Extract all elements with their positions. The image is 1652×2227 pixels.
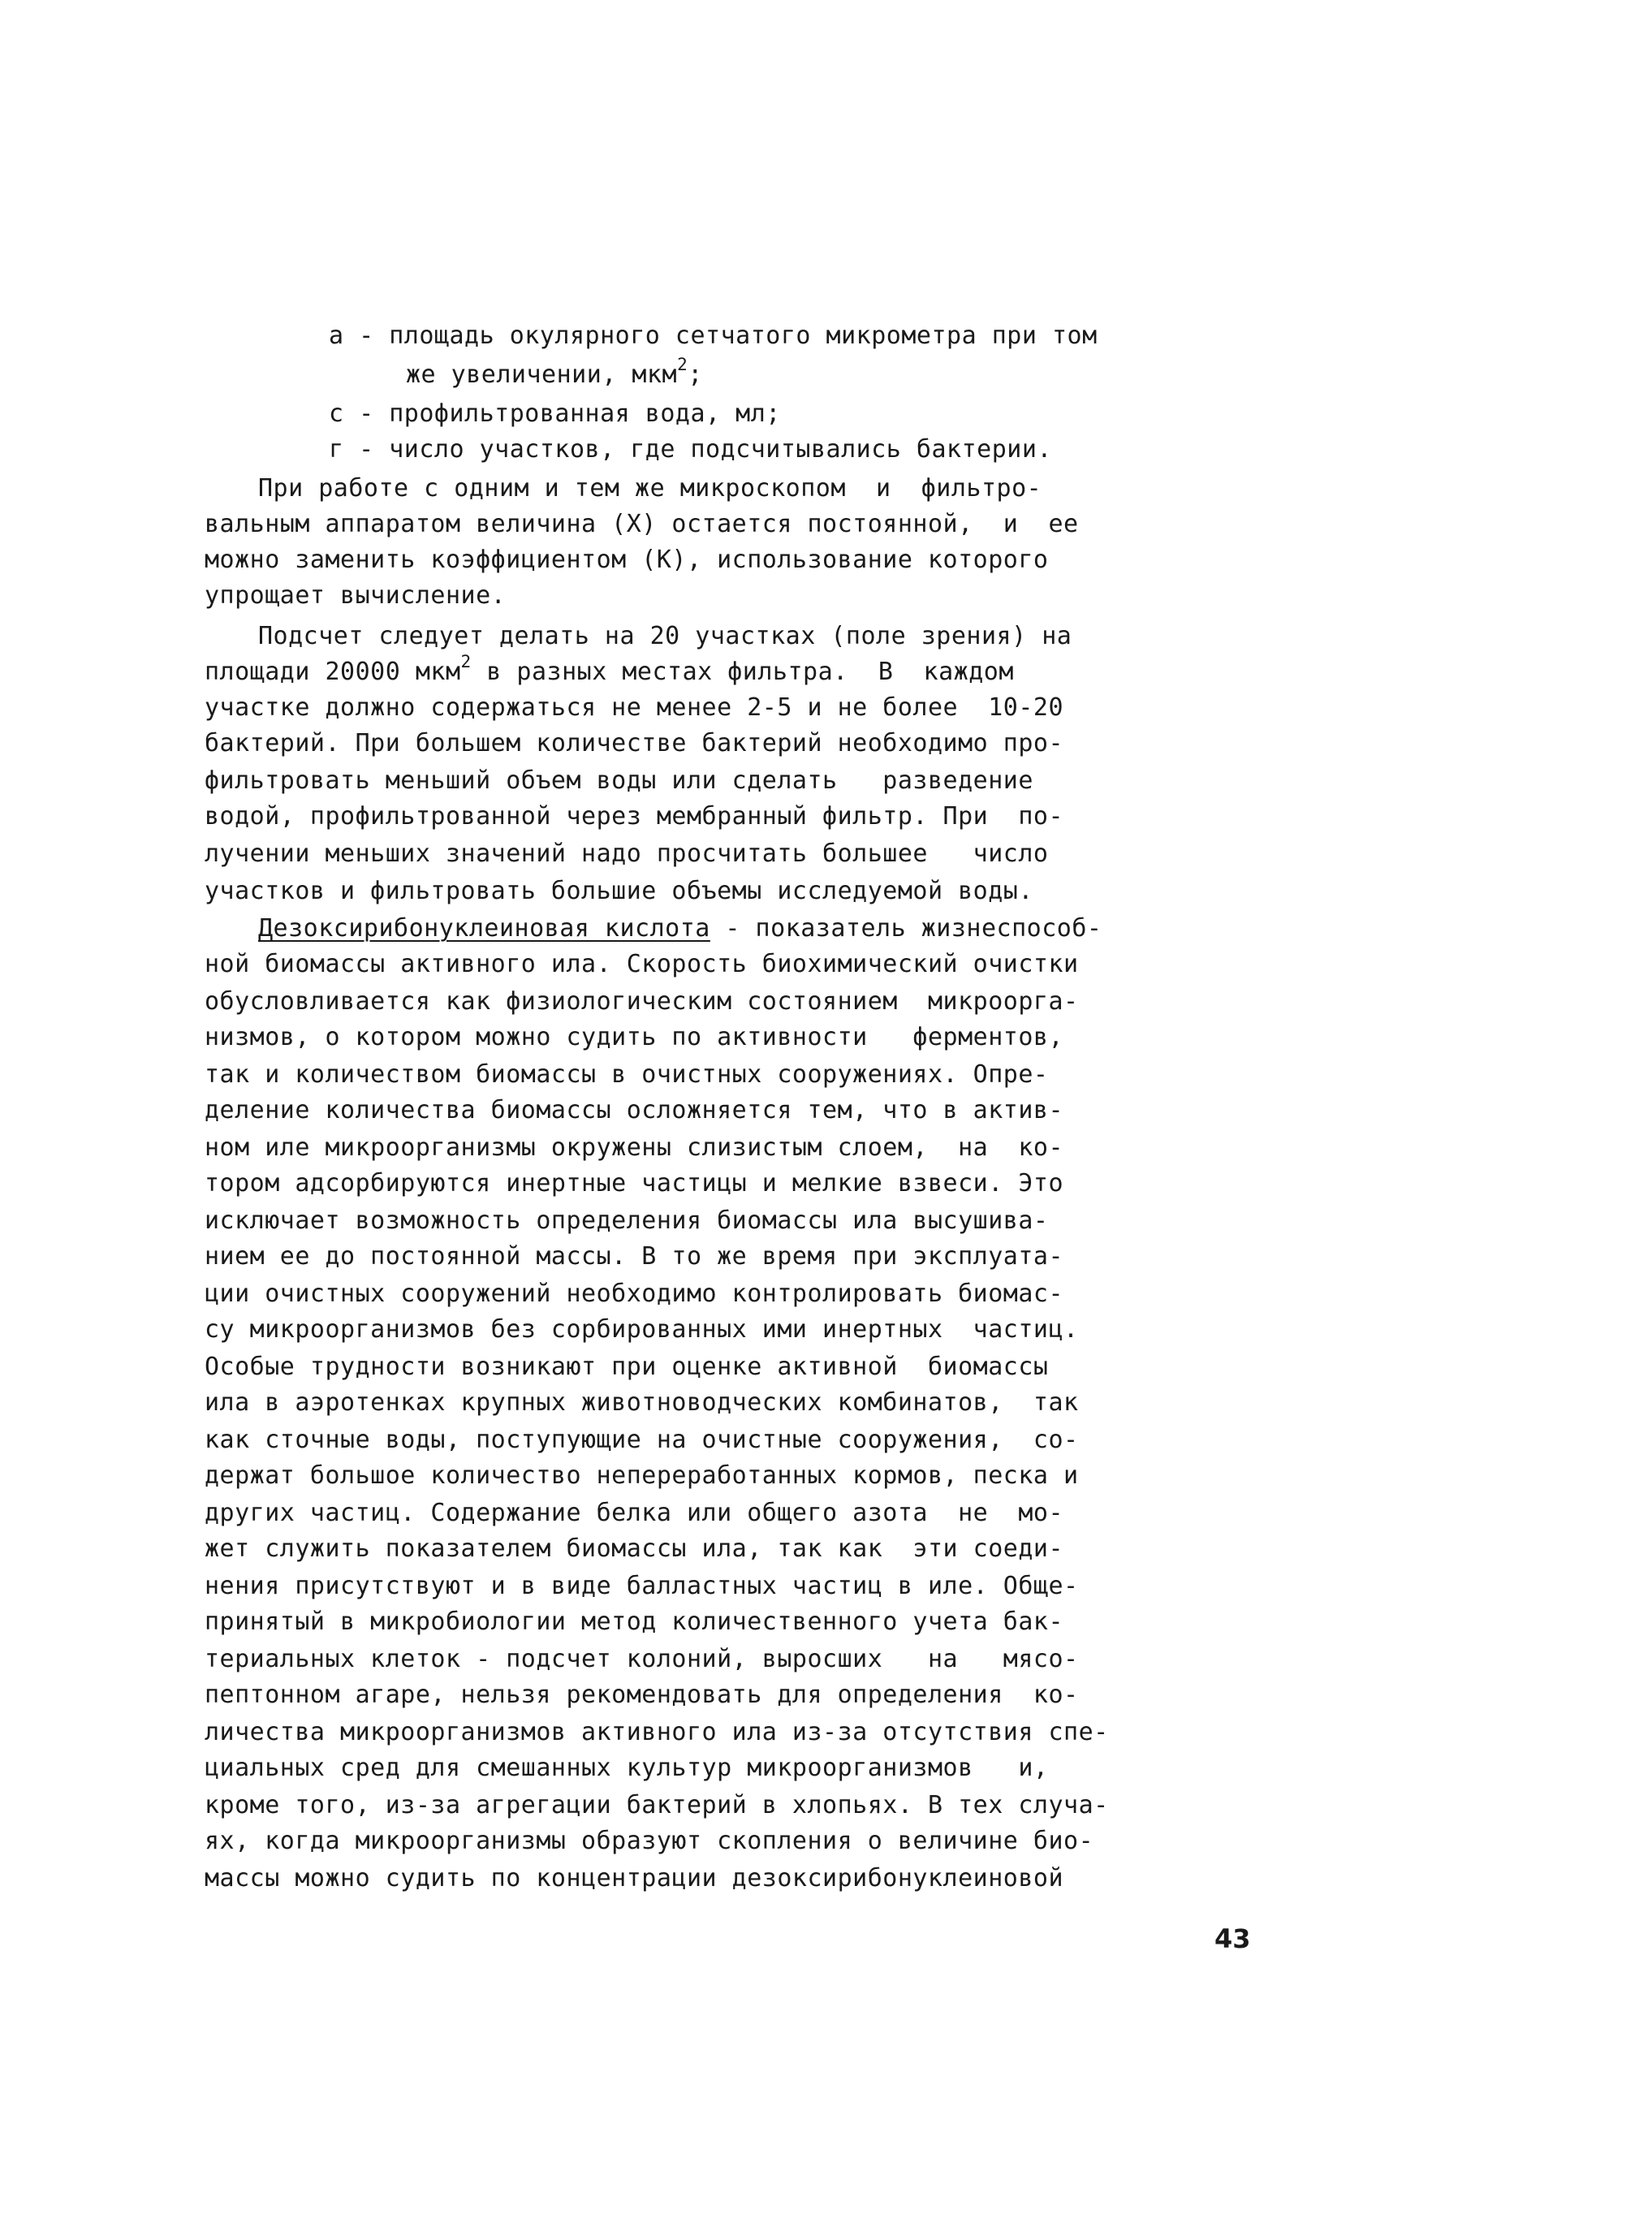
paragraph3-line: циальных сред для смешанных культур микроорганизмов и, (205, 1754, 1049, 1782)
definition-key: а (329, 322, 344, 350)
paragraph2-line: фильтровать меньший объем воды или сделать разведение (205, 766, 1033, 795)
paragraph3-line: держат большое количество непереработанных кормов, песка и (205, 1461, 1079, 1490)
definition-text: же увеличении, мкм (406, 360, 678, 389)
paragraph1-line: При работе с одним и тем же микроскопом и фильтро- (258, 474, 1042, 503)
paragraph3-line: ила в аэротенках крупных животноводческих комбинатов, так (205, 1388, 1079, 1417)
paragraph3-line: низмов, о котором можно судить по активности ферментов, (205, 1023, 1064, 1051)
definition-dash: - (359, 435, 374, 464)
definition-key: с (329, 399, 344, 428)
definition-text-end: ; (688, 360, 703, 389)
definition-text: профильтрованная вода, мл; (389, 399, 781, 428)
page-number: 43 (1214, 1923, 1251, 1954)
definition-text: число участков, где подсчитывались бактерии. (389, 435, 1052, 464)
paragraph3-first-line (258, 911, 1102, 947)
text-run: - показатель жизнеспособ- (710, 914, 1102, 943)
paragraph2-line (205, 654, 1014, 692)
paragraph3-line: пептонном агаре, нельзя рекомендовать для определения ко- (205, 1681, 1079, 1709)
paragraph3-line: принятый в микробиологии метод количественного учета бак- (205, 1608, 1064, 1636)
paragraph3-line: ном иле микроорганизмы окружены слизистым слоем, на ко- (205, 1133, 1064, 1162)
paragraph2-line: участке должно содержаться не менее 2-5 и не более 10-20 (205, 693, 1064, 722)
text-run: площади 20000 мкм (205, 658, 461, 686)
paragraph3-line: нием ее до постоянной массы. В то же время при эксплуата- (205, 1242, 1064, 1271)
paragraph1-line: вальным аппаратом величина (X) остается постоянной, и ее (205, 510, 1079, 538)
paragraph3-line: ной биомассы активного ила. Скорость биохимический очистки (205, 950, 1079, 978)
paragraph3-line: су микроорганизмов без сорбированных ими инертных частиц. (205, 1315, 1079, 1344)
definition-dash: - (359, 322, 374, 350)
paragraph3-line: массы можно судить по концентрации дезоксирибонуклеиновой (205, 1864, 1064, 1893)
paragraph2-line: водой, профильтрованной через мембранный фильтр. При по- (205, 802, 1064, 831)
paragraph3-line: так и количеством биомассы в очистных сооружениях. Опре- (205, 1060, 1049, 1089)
paragraph3-line: других частиц. Содержание белка или общего азота не мо- (205, 1499, 1064, 1527)
paragraph2-line: Подсчет следует делать на 20 участках (поле зрения) на (258, 622, 1072, 650)
paragraph3-line: личества микроорганизмов активного ила из-за отсутствия спе- (205, 1718, 1109, 1746)
definition-a-continuation (406, 357, 703, 395)
paragraph3-line: ции очистных сооружений необходимо контролировать биомас- (205, 1280, 1064, 1308)
superscript: 2 (677, 355, 688, 374)
paragraph3-line: ях, когда микроорганизмы образуют скопления о величине био- (205, 1827, 1094, 1855)
paragraph3-line: деление количества биомассы осложняется тем, что в актив- (205, 1096, 1064, 1124)
paragraph3-line: нения присутствуют и в виде балластных частиц в иле. Обще- (205, 1572, 1079, 1600)
section-term: Дезоксирибонуклеиновая кислота (258, 914, 710, 943)
definition-r (329, 432, 1052, 468)
paragraph3-line: Особые трудности возникают при оценке активной биомассы (205, 1353, 1049, 1381)
paragraph2-line: участков и фильтровать большие объемы исследуемой воды. (205, 877, 1033, 905)
definition-dash: - (359, 399, 374, 428)
definition-a (329, 318, 1098, 354)
paragraph2-line: лучении меньших значений надо просчитать большее число (205, 839, 1049, 868)
paragraph3-line: териальных клеток - подсчет колоний, выросших на мясо- (205, 1645, 1079, 1673)
paragraph3-line: как сточные воды, поступующие на очистные сооружения, со- (205, 1426, 1079, 1454)
paragraph3-line: жет служить показателем биомассы ила, так как эти соеди- (205, 1534, 1064, 1563)
text-run: в разных местах фильтра. В каждом (471, 658, 1014, 686)
paragraph1-line: можно заменить коэффициентом (К), использование которого (205, 546, 1049, 574)
paragraph1-line: упрощает вычисление. (205, 581, 507, 610)
superscript: 2 (460, 652, 472, 671)
definition-key: г (329, 435, 344, 464)
paragraph3-line: исключает возможность определения биомассы ила высушива- (205, 1206, 1049, 1235)
definition-c (329, 396, 781, 432)
paragraph2-line: бактерий. При большем количестве бактерий необходимо про- (205, 729, 1064, 757)
paragraph3-line: обусловливается как физиологическим состоянием микроорга- (205, 987, 1079, 1016)
paragraph3-line: кроме того, из-за агрегации бактерий в хлопьях. В тех случа- (205, 1791, 1109, 1819)
paragraph3-line: тором адсорбируются инертные частицы и мелкие взвеси. Это (205, 1169, 1064, 1198)
definition-text: площадь окулярного сетчатого микрометра при том (389, 322, 1098, 350)
